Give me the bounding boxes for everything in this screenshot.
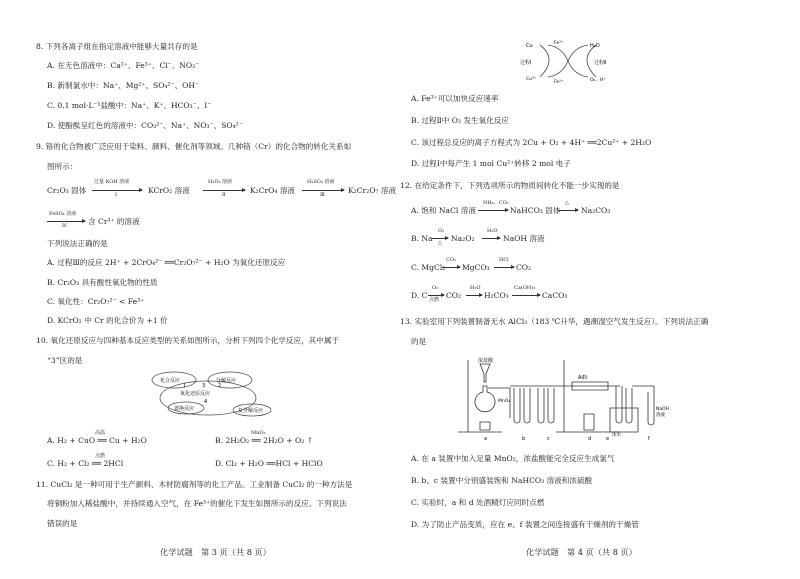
q12-c-start: C. MgCl₂ <box>411 263 446 272</box>
q10-option-b: B. 2H₂O₂ ══ 2H₂O + O₂ ↑ <box>215 436 314 445</box>
q12-d-end: CaCO₃ <box>542 291 568 300</box>
q12-d-arrow3 <box>512 295 540 296</box>
region-1: 1 <box>183 383 187 389</box>
q11-option-b: B. 过程Ⅱ中 O₂ 发生氧化反应 <box>411 116 510 125</box>
venn-diagram <box>146 368 272 420</box>
arrow1-reagent: 过量 KOH 溶液 <box>94 179 130 185</box>
q12-d-h2co3: H₂CO₃ <box>484 291 509 300</box>
scheme-k2cro4: K₂CrO₄ 溶液 <box>250 186 296 195</box>
arrow3-step: Ⅲ <box>320 192 325 198</box>
q13-option-c: C. 实验时，a 和 d 处酒精灯应同时点燃 <box>411 498 545 507</box>
label-c: c <box>547 436 550 442</box>
arrow4 <box>47 221 85 222</box>
q10-a-condition: 高温 <box>95 430 106 436</box>
arrow2-reagent: H₂O₂ 溶液 <box>208 179 233 185</box>
scheme-kcro2: KCrO₂ 溶液 <box>148 186 190 195</box>
label-f: f <box>648 436 650 442</box>
q10-c-condition: 点燃 <box>95 453 106 459</box>
q12-stem: 12. 在给定条件下，下列选项所示的物质间转化不能一步实现的是 <box>400 181 620 190</box>
q10-option-d: D. Cl₂ + H₂O ══HCl + HClO <box>215 459 323 468</box>
q8-stem: 8. 下列各离子组在指定溶液中能够大量共存的是 <box>36 42 198 51</box>
arrow1 <box>92 190 142 191</box>
q12-a-start: A. 饱和 NaCl 溶液 <box>411 206 476 215</box>
q12-a-arrow2 <box>558 210 578 211</box>
region-3: 3 <box>202 383 206 389</box>
q9-option-b: B. Cr₂O₃ 具有酸性氧化物的性质 <box>47 278 158 287</box>
q9-ask: 下列说法正确的是 <box>47 239 108 248</box>
q12-d-reagent1: O₂ <box>432 285 439 291</box>
q12-d-co2: CO₂ <box>446 291 462 300</box>
q12-c-reagent2: HCl <box>499 257 509 263</box>
page-footer-right: 化学试题 第 4 页（共 8 页） <box>526 547 637 557</box>
q12-b-reagent2: H₂O <box>487 228 498 234</box>
label-combination: 化合反应 <box>160 378 181 384</box>
arrow2-step: Ⅱ <box>222 192 226 198</box>
q13-option-d: D. 为了防止产品变质，应在 e、f 装置之间连接盛有干燥剂的干燥管 <box>411 520 639 529</box>
arrow2 <box>203 190 245 191</box>
q12-a-mid: NaHCO₃ 固体 <box>510 206 561 215</box>
q10-stem-line2: “3”区的是 <box>47 356 83 365</box>
q8-option-d: D. 使酚酞呈红色的溶液中：CO₃²⁻、Na⁺、NO₃⁻、SO₄²⁻ <box>47 121 243 130</box>
q13-stem-line2: 的是 <box>411 337 427 346</box>
cycle-h2o: H₂O <box>590 43 600 49</box>
q12-c-arrow2 <box>494 267 514 268</box>
page-footer-left: 化学试题 第 3 页（共 8 页） <box>160 547 271 557</box>
region-2: 2 <box>218 383 222 389</box>
scheme-k2cr2o7: K₂Cr₂O₇ 溶液 <box>348 186 397 195</box>
label-double-displacement: 复分解反应 <box>238 408 264 414</box>
q11-stem-line1: 11. CuCl₂ 是一种可用于生产颜料、木材防腐剂等的化工产品。工业制备 CuCl₂ 的一种方法是 <box>36 480 353 489</box>
arrow4-reagent: FeSO₄ 溶液 <box>49 211 77 217</box>
q12-a-end: Na₂CO₃ <box>581 206 611 215</box>
arrow4-step: Ⅳ <box>62 223 67 229</box>
label-b: b <box>522 436 526 442</box>
catalytic-cycle-diagram <box>518 37 618 87</box>
q12-d-arrow1 <box>428 295 444 296</box>
label-redox: 氧化还原反应 <box>180 391 211 397</box>
q10-option-c: C. H₂ + Cl₂ ══ 2HCl <box>47 459 124 468</box>
label-replacement: 置换反应 <box>174 406 195 412</box>
q12-b-arrow1 <box>432 238 448 239</box>
q12-c-mid: MgCO₃ <box>462 263 490 272</box>
q12-c-reagent1: CO₂ <box>446 257 456 263</box>
q12-b-reagent1: O₂ <box>438 228 445 234</box>
label-ice-water: 冰水 <box>612 433 621 438</box>
q8-option-a: A. 在无色溶液中：Ca²⁺、Fe³⁺、Cl⁻、NO₃⁻ <box>47 61 200 70</box>
q11-option-a: A. Fe³⁺可以加快反应速率 <box>411 94 499 103</box>
scheme-cr2o3: Cr₂O₃ 固体 <box>47 186 87 195</box>
q12-c-end: CO₂ <box>516 263 532 272</box>
q12-d-condition1: 点燃 <box>429 297 440 303</box>
q9-option-a: A. 过程Ⅲ的反应 2H⁺ + 2CrO₄²⁻ ══Cr₂O₇²⁻ + H₂O 为氧化还原反应 <box>47 258 286 267</box>
cycle-o2h: O₂、H⁺ <box>590 78 606 83</box>
q11-stem-line2: 将铜粉加入稀盐酸中，并持续通入空气，在 Fe³⁺的催化下发生如图所示的反应。下列说法 <box>47 499 347 508</box>
scheme-cr3: 含 Cr³⁺ 的溶液 <box>88 217 140 226</box>
q8-option-b: B. 新制氯水中：Na⁺、Mg²⁺、SO₄²⁻、OH⁻ <box>47 81 199 90</box>
q12-d-reagent3: Ca(OH)₂ <box>514 285 536 291</box>
q12-d-arrow2 <box>466 295 482 296</box>
cycle-fe2: Fe²⁺ <box>554 80 564 85</box>
label-naoh: NaOH <box>656 407 670 412</box>
label-naoh-solution: 溶液 <box>656 413 665 418</box>
q12-a-reagent2: △ <box>565 200 569 206</box>
q12-b-end: NaOH 溶液 <box>503 234 545 243</box>
q11-stem-line3: 错误的是 <box>47 519 78 528</box>
arrow1-step: Ⅰ <box>115 192 117 198</box>
q12-b-mid: Na₂O₂ <box>451 234 475 243</box>
label-mno2: MnO₂ <box>498 399 511 404</box>
q8-option-c: C. 0.1 mol·L⁻¹盐酸中：Na⁺、K⁺、HCO₃⁻、I⁻ <box>47 101 212 110</box>
q12-a-reagent1: NH₃、CO₂ <box>483 200 509 206</box>
q11-option-d: D. 过程Ⅰ中每产生 1 mol Cu²⁺转移 2 mol 电子 <box>411 159 571 168</box>
q13-option-a: A. 在 a 装置中加入足量 MnO₂，浓盐酸能完全反应生成氯气 <box>411 454 615 463</box>
q10-stem-line1: 10. 氧化还原反应与四种基本反应类型的关系如图所示，分析下列四个化学反应，其中属于 <box>36 336 340 345</box>
q12-a-arrow1 <box>478 210 508 211</box>
label-a: a <box>484 436 488 442</box>
q11-option-c: C. 该过程总反应的离子方程式为 2Cu + O₂ + 4H⁺ ══2Cu²⁺ + 2H₂O <box>411 138 652 147</box>
q12-c-arrow1 <box>442 267 460 268</box>
label-decomposition: 分解反应 <box>216 378 237 384</box>
label-conc-hcl: 浓盐酸 <box>478 358 494 364</box>
region-4: 4 <box>204 399 208 405</box>
label-al-powder: Al粉 <box>578 375 588 381</box>
q13-stem-line1: 13. 实验室用下列装置制备无水 AlCl₃（183 ℃升华，遇潮湿空气发生反应）。下列说法正确 <box>400 317 709 326</box>
cycle-process-2: 过程Ⅱ <box>594 60 607 66</box>
q10-b-condition: MnO₂ <box>251 430 266 436</box>
q9-option-c: C. 氧化性：Cr₂O₇²⁻ < Fe³⁺ <box>47 297 145 306</box>
arrow3 <box>302 190 344 191</box>
label-e: e <box>606 436 610 442</box>
q9-option-d: D. KCrO₂ 中 Cr 的化合价为 +1 价 <box>47 316 168 325</box>
apparatus-diagram <box>452 352 682 442</box>
q9-stem-line2: 图所示： <box>47 162 78 171</box>
arrow3-reagent: H₂SO₄ 溶液 <box>307 179 335 185</box>
cycle-process-1: 过程Ⅰ <box>520 60 532 66</box>
q10-option-a: A. H₂ + CuO ══ Cu + H₂O <box>47 436 147 445</box>
q12-d-start: D. C <box>411 291 428 300</box>
q12-d-reagent2: H₂O <box>470 285 481 291</box>
q13-option-b: B. b、c 装置中分别盛装饱和 NaHCO₃ 溶液和浓硫酸 <box>411 476 593 485</box>
q12-b-condition1: △ <box>438 240 442 246</box>
cycle-cu2: Cu²⁺ <box>526 77 537 82</box>
label-d: d <box>588 436 592 442</box>
q12-b-arrow2 <box>482 238 500 239</box>
q9-stem-line1: 9. 铬的化合物被广泛应用于染料、颜料、催化剂等领域。几种铬（Cr）的化合物的转化关系如 <box>36 142 352 151</box>
q12-b-start: B. Na <box>411 234 433 243</box>
cycle-cu: Cu <box>526 43 533 49</box>
cycle-fe3: Fe³⁺ <box>554 41 564 46</box>
